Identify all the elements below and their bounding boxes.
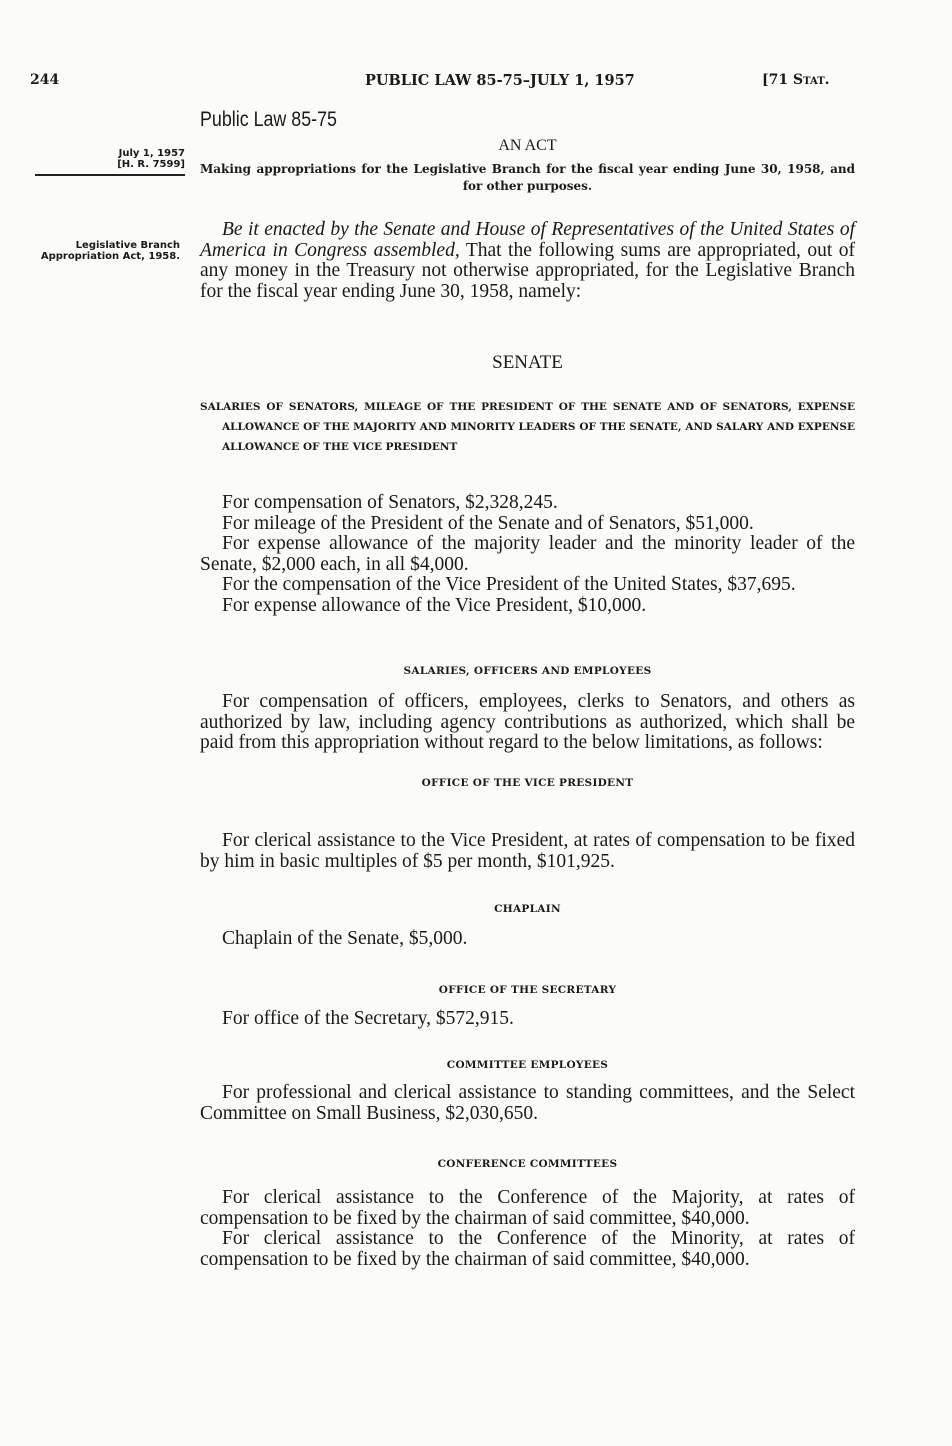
act-purpose: Making appropriations for the Legislative Branch for the fiscal year ending June 30, 1958, and for other purposes. <box>200 162 855 193</box>
margin-date <box>35 148 185 176</box>
section-officers <box>200 692 855 754</box>
section-heading: CONFERENCE COMMITTEES <box>437 1158 618 1170</box>
law-title: Public Law 85-75 <box>200 108 337 131</box>
senate-heading: SENATE <box>492 352 563 373</box>
paragraph: For compensation of officers, employees, clerks to Senators, and others as authorized by law, including agency contributions as authorized, which shall be paid from this appropriation without regard to the below limitations, as follows: <box>200 691 855 754</box>
enactment-date: July 1, 1957 <box>118 148 185 159</box>
paragraph: For expense allowance of the Vice President, $10,000. <box>222 594 647 616</box>
enacting-clause-text: That the following sums are appropriated, out of any money in the Treasury not otherwise appropriated, for the Legislative Branch for the fiscal year ending June 30, 1958, namely: <box>200 239 855 302</box>
section-heading: SALARIES OF SENATORS, MILEAGE OF THE PRESIDENT OF THE SENATE AND OF SENATORS, EXPENSE ALLOWANCE OF THE MAJORITY AND MINORITY LEADERS OF THE SENATE, AND SALARY AND EXPENSE ALLOWANCE OF THE VICE PRESIDENT <box>200 401 855 453</box>
section-secretary <box>200 1009 855 1030</box>
section-vice-president <box>200 831 855 872</box>
paragraph: For mileage of the President of the Senate and of Senators, $51,000. <box>222 512 754 534</box>
margin-subject: Legislative Branch Appropriation Act, 1958. <box>40 240 180 262</box>
section-conference <box>200 1188 855 1270</box>
section-committees <box>200 1083 855 1124</box>
section-chaplain <box>200 929 855 950</box>
volume-citation: [71 Stat. <box>762 72 830 88</box>
paragraph: For office of the Secretary, $572,915. <box>222 1008 514 1029</box>
paragraph: For the compensation of the Vice President of the United States, $37,695. <box>222 574 796 596</box>
section-heading: SALARIES, OFFICERS AND EMPLOYEES <box>403 665 652 677</box>
paragraph: For clerical assistance to the Conference of the Minority, at rates of compensation to be fixed by the chairman of said committee, $40,000. <box>200 1228 855 1270</box>
bill-number: [H. R. 7599] <box>117 159 185 170</box>
section-senators <box>200 493 855 617</box>
enacting-clause <box>200 220 855 302</box>
section-heading: OFFICE OF THE SECRETARY <box>438 984 617 996</box>
paragraph: For expense allowance of the majority leader and the minority leader of the Senate, $2,000 each, in all $4,000. <box>200 533 855 575</box>
page-number: 244 <box>30 72 60 88</box>
paragraph: For clerical assistance to the Vice President, at rates of compensation to be fixed by him in basic multiples of $5 per month, $101,925. <box>200 830 855 872</box>
section-heading: COMMITTEE EMPLOYEES <box>446 1059 609 1071</box>
paragraph: For compensation of Senators, $2,328,245. <box>222 492 558 513</box>
paragraph: Chaplain of the Senate, $5,000. <box>222 928 468 949</box>
act-heading: AN ACT <box>498 137 557 154</box>
section-heading: OFFICE OF THE VICE PRESIDENT <box>421 777 634 789</box>
paragraph: For professional and clerical assistance to standing committees, and the Select Committee on Small Business, $2,030,650. <box>200 1082 855 1124</box>
running-title: PUBLIC LAW 85-75–JULY 1, 1957 <box>365 72 635 89</box>
paragraph: For clerical assistance to the Conference of the Majority, at rates of compensation to be fixed by the chairman of said committee, $40,000. <box>200 1187 855 1229</box>
section-heading: CHAPLAIN <box>494 903 561 915</box>
enacting-clause-italic: Be it enacted by the Senate and House of Representatives of the United States of America in Congress assembled, <box>200 219 855 261</box>
